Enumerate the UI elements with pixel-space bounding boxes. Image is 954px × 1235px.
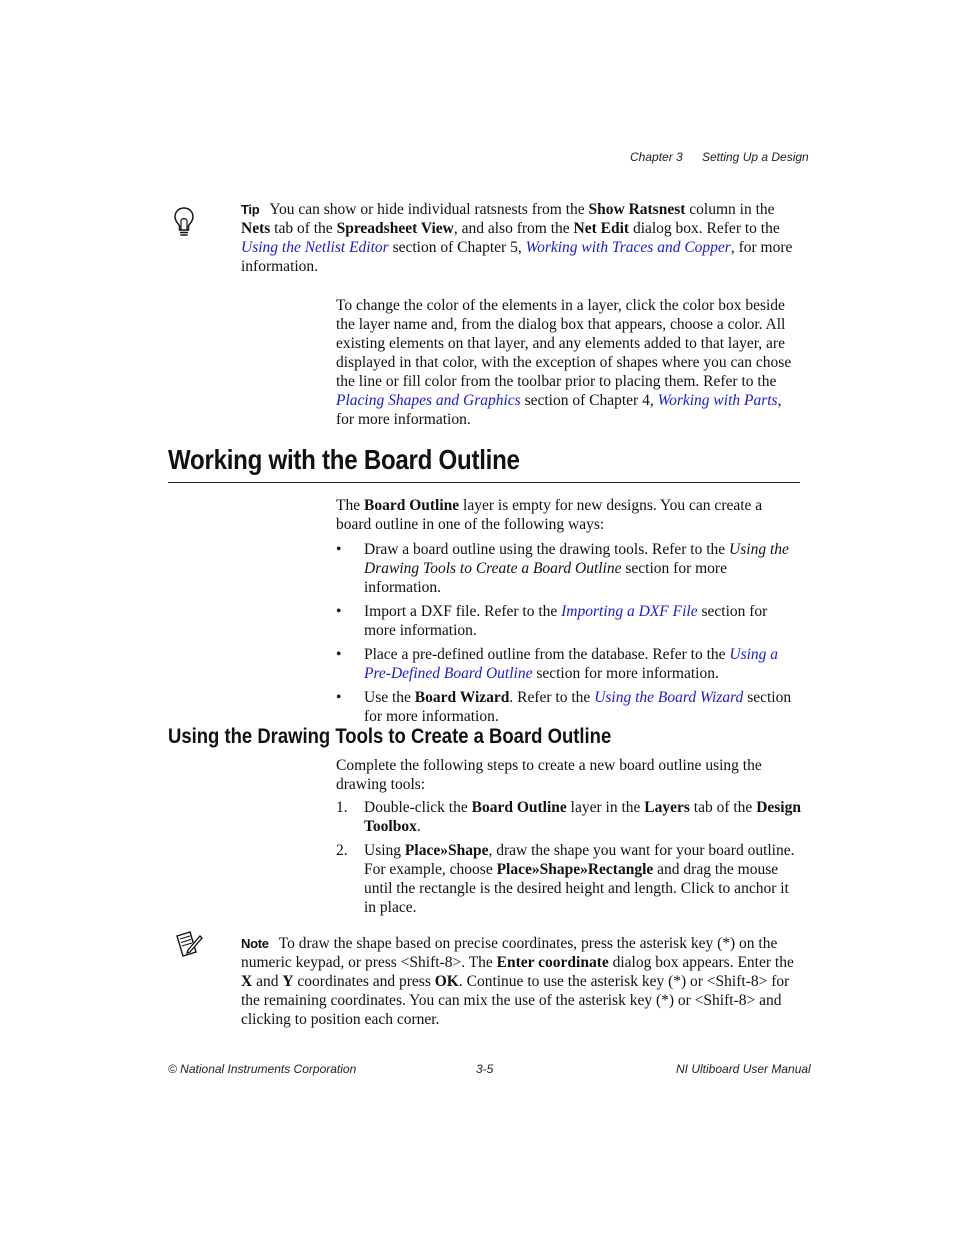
steps-intro: Complete the following steps to create a new board outline using the drawing tools: — [336, 757, 762, 793]
list-item — [336, 602, 801, 640]
tip-bold: Spreadsheet View — [336, 220, 454, 237]
subsection-heading — [168, 725, 868, 749]
note-text: coordinates and press — [293, 973, 435, 990]
step-text: , draw the shape you want for your board outline. For example, choose — [364, 842, 795, 878]
note-text: and — [252, 973, 283, 990]
step-bold: Layers — [644, 799, 690, 816]
paragraph-text: , for more information. — [336, 392, 782, 428]
step-item — [336, 798, 801, 836]
step-text: . — [416, 818, 421, 835]
paragraph-text: To change the color of the elements in a layer, click the color box beside the layer name and, from the dialog box that appears, choose a color. All existing elements on that layer, and any elements added to that layer, are displayed in that color, with the exception of shapes where you can chose the line or fill color from the toolbar prior to placing them. Refer to the — [336, 297, 792, 390]
footer-copyright: © National Instruments Corporation — [168, 1062, 357, 1076]
bullet-mark: • — [336, 689, 342, 706]
step-bold: Place»Shape»Rectangle — [496, 861, 654, 878]
step-bold: Design Toolbox — [364, 799, 801, 835]
step-text: tab of the — [689, 799, 757, 816]
step-bold: Place»Shape — [404, 842, 489, 859]
header-section: Setting Up a Design — [702, 150, 809, 164]
note-label: Note — [241, 936, 269, 951]
intro-bold: Board Outline — [363, 497, 460, 514]
link-predefined-outline[interactable]: Using a Pre-Defined Board Outline — [364, 646, 779, 682]
list-item — [336, 688, 801, 726]
link-working-with-parts[interactable]: Working with Parts — [657, 392, 778, 409]
item-text: . Refer to the — [509, 689, 595, 706]
heading-rule — [168, 482, 800, 483]
note-bold: Y — [282, 973, 294, 990]
header-chapter: Chapter 3 — [630, 150, 683, 164]
tip-text: section of Chapter 5, — [388, 239, 526, 256]
note-text: . Continue to use the asterisk key (*) or <Shift-8> for the remaining coordinates. You can mix the use of the asterisk key (*) or <Shift-8> and clicking to position each corner. — [241, 973, 790, 1028]
item-text: Draw a board outline using the drawing tools. Refer to the — [364, 541, 730, 558]
tip-text: , for more information. — [241, 239, 793, 275]
item-bold: Board Wizard — [414, 689, 510, 706]
color-paragraph — [336, 296, 801, 429]
item-text: Import a DXF file. Refer to the — [364, 603, 562, 620]
link-working-with-traces[interactable]: Working with Traces and Copper — [525, 239, 731, 256]
item-text: section for more information. — [364, 689, 792, 725]
tip-text: dialog box. Refer to the — [629, 220, 780, 237]
list-item — [336, 540, 801, 597]
subsection-title: Using the Drawing Tools to Create a Board Outline — [168, 725, 612, 748]
link-placing-shapes[interactable]: Placing Shapes and Graphics — [336, 392, 521, 409]
paragraph-text: section of Chapter 4, — [520, 392, 658, 409]
note-bold: Enter coordinate — [496, 954, 609, 971]
tip-bold: Nets — [241, 220, 271, 237]
step-text: and drag the mouse until the rectangle is the desired height and length. Click to anchor it in place. — [364, 861, 789, 916]
intro-paragraph — [336, 496, 801, 534]
step-text: layer in the — [566, 799, 645, 816]
item-text: section for more information. — [532, 665, 719, 682]
bullet-mark: • — [336, 603, 342, 620]
tip-text: You can show or hide individual ratsnests from the — [269, 201, 589, 218]
footer-page-number: 3-5 — [476, 1062, 494, 1076]
note-bold: X — [241, 973, 253, 990]
note-text: dialog box appears. Enter the — [608, 954, 794, 971]
bullet-mark: • — [336, 541, 342, 558]
lightbulb-icon — [172, 205, 196, 239]
note-pad-icon — [174, 930, 204, 958]
step-bold: Board Outline — [471, 799, 567, 816]
step-number: 1. — [336, 799, 348, 816]
item-text: Place a pre-defined outline from the database. Refer to the — [364, 646, 730, 663]
footer-manual-title: NI Ultiboard User Manual — [676, 1062, 811, 1076]
list-item — [336, 645, 801, 683]
intro-text: The — [336, 497, 364, 514]
note-block — [241, 934, 801, 1029]
tip-text: tab of the — [270, 220, 337, 237]
step-number: 2. — [336, 842, 348, 859]
tip-block — [241, 200, 801, 276]
link-using-netlist-editor[interactable]: Using the Netlist Editor — [241, 239, 389, 256]
note-bold: OK — [434, 973, 459, 990]
link-importing-dxf[interactable]: Importing a DXF File — [561, 603, 698, 620]
section-title: Working with the Board Outline — [168, 444, 520, 475]
tip-bold: Net Edit — [573, 220, 630, 237]
bullet-list — [336, 540, 801, 731]
item-italic: Using the Drawing Tools to Create a Board Outline — [364, 541, 789, 577]
tip-bold: Show Ratsnest — [588, 201, 686, 218]
bullet-mark: • — [336, 646, 342, 663]
link-board-wizard[interactable]: Using the Board Wizard — [594, 689, 744, 706]
item-text: Use the — [364, 689, 415, 706]
section-heading — [168, 444, 868, 476]
note-text: To draw the shape based on precise coordinates, press the asterisk key (*) on the numeric keypad, or press <Shift-8>. The — [241, 935, 778, 971]
step-text: Double-click the — [364, 799, 472, 816]
step-item — [336, 841, 801, 917]
tip-label: Tip — [241, 202, 260, 217]
tip-text: column in the — [685, 201, 775, 218]
item-text: section for more information. — [364, 560, 727, 596]
tip-text: , and also from the — [453, 220, 574, 237]
item-text: section for more information. — [364, 603, 768, 639]
intro-text: layer is empty for new designs. You can create a board outline in one of the following ways: — [336, 497, 763, 533]
step-text: Using — [364, 842, 405, 859]
steps-list — [336, 798, 801, 922]
